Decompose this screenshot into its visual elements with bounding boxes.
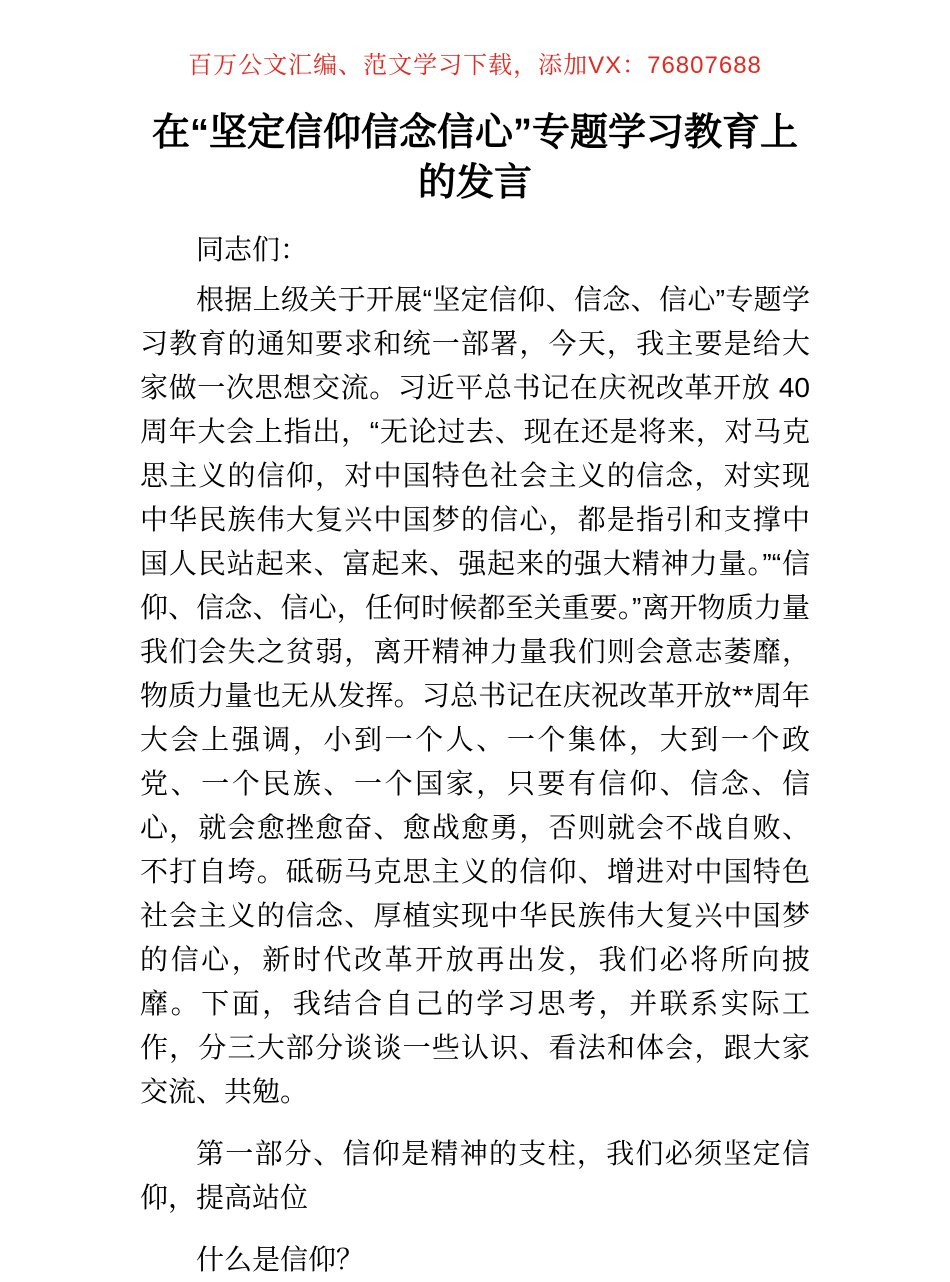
section-heading-part1: 第一部分、信仰是精神的支柱，我们必须坚定信仰，提高站位 xyxy=(140,1138,810,1213)
salutation-paragraph: 同志们： xyxy=(196,234,309,265)
document-title: 在“坚定信仰信念信心”专题学习教育上的发言 xyxy=(151,112,798,204)
document-body xyxy=(140,228,810,1282)
header-ad-notice: 百万公文汇编、范文学习下载，添加VX：76807688 xyxy=(188,52,762,79)
question-paragraph: 什么是信仰？ xyxy=(196,1244,365,1275)
body-paragraph: 根据上级关于开展“坚定信仰、信念、信心”专题学习教育的通知要求和统一部署，今天，我主要是给大家做一次思想交流。习近平总书记在庆祝改革开放 40 周年大会上指出，“无论过去、现在还是将来，对马克思主义的信仰，对中国特色社会主义的信念，对实现中华民族伟大复兴中国梦的信心，都是指引和支撑中国人民站起来、富起来、强起来的强大精神力量。”“信仰、信念、信心，任何时候都至关重要。”离开物质力量我们会失之贫弱，离开精神力量我们则会意志萎靡，物质力量也无从发挥。习总书记在庆祝改革开放**周年大会上强调，小到一个人、一个集体，大到一个政党、一个民族、一个国家，只要有信仰、信念、信心，就会愈挫愈奋、愈战愈勇，否则就会不战自败、不打自垮。砥砺马克思主义的信仰、增进对中国特色社会主义的信念、厚植实现中华民族伟大复兴中国梦的信心，新时代改革开放再出发，我们必将所向披靡。下面，我结合自己的学习思考，并联系实际工作，分三大部分谈谈一些认识、看法和体会，跟大家交流、共勉。 xyxy=(140,284,810,1107)
